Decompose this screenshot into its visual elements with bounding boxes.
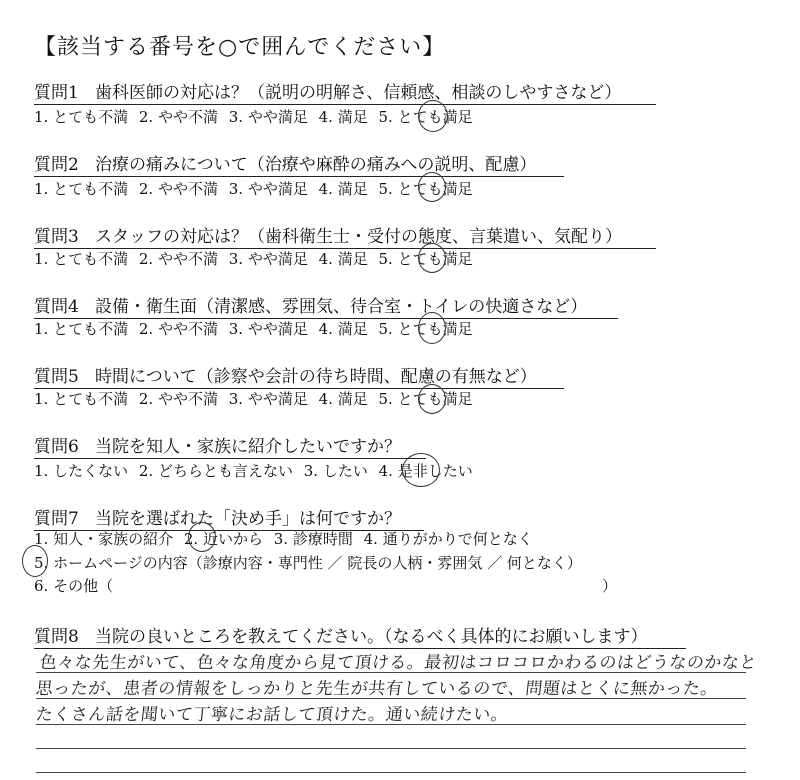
option-5-row[interactable]: 5. ホームページの内容（診療内容・専門性 ／ 院長の人柄・雰囲気 ／ 何となく） xyxy=(34,554,582,572)
ruled-line xyxy=(36,772,746,773)
question-text: 治療の痛みについて（治療や麻酔の痛みへの説明、配慮） xyxy=(95,155,537,175)
question-3 xyxy=(34,222,656,249)
option-5[interactable]: 5. とても満足 xyxy=(378,320,473,338)
option-4[interactable]: 4. 満足 xyxy=(318,320,368,338)
answer-circle xyxy=(22,545,48,577)
answer-circle xyxy=(418,384,446,414)
option-2[interactable]: 2. どちらとも言えない xyxy=(138,462,293,480)
option-6-row[interactable]: 6. その他（ xyxy=(34,577,114,595)
answer-circle xyxy=(418,172,446,202)
question-label: 質問8 xyxy=(34,627,79,647)
option-3[interactable]: 3. やや満足 xyxy=(228,108,308,126)
question-text: スタッフの対応は？（歯科衛生士・受付の態度、言葉遣い、気配り） xyxy=(95,227,623,247)
option-4[interactable]: 4. 通りがかりで何となく xyxy=(363,530,533,548)
ruled-line xyxy=(36,748,746,749)
option-3[interactable]: 3. したい xyxy=(303,462,368,480)
options-q2 xyxy=(34,178,479,199)
question-label: 質問6 xyxy=(34,437,79,457)
question-label: 質問1 xyxy=(34,83,79,103)
question-label: 質問4 xyxy=(34,297,79,317)
answer-circle xyxy=(418,243,446,273)
option-2[interactable]: 2. やや不満 xyxy=(138,250,218,268)
options-q7-row1 xyxy=(34,528,539,549)
option-4[interactable]: 4. 満足 xyxy=(318,390,368,408)
option-2[interactable]: 2. やや不満 xyxy=(138,180,218,198)
question-text: 当院を知人・家族に紹介したいですか？ xyxy=(95,437,402,457)
option-5[interactable]: 5. とても満足 xyxy=(378,390,473,408)
option-3[interactable]: 3. やや満足 xyxy=(228,180,308,198)
option-1[interactable]: 1. とても不満 xyxy=(34,250,129,268)
answer-circle xyxy=(418,100,448,132)
answer-circle xyxy=(402,453,440,487)
option-2[interactable]: 2. やや不満 xyxy=(138,108,218,126)
question-2 xyxy=(34,150,564,177)
option-4[interactable]: 4. 是非したい xyxy=(378,462,473,480)
option-1[interactable]: 1. とても不満 xyxy=(34,320,129,338)
option-3[interactable]: 3. やや満足 xyxy=(228,250,308,268)
question-text: 当院の良いところを教えてください。（なるべく具体的にお願いします） xyxy=(95,627,648,647)
question-label: 質問3 xyxy=(34,227,79,247)
option-1[interactable]: 1. とても不満 xyxy=(34,180,129,198)
option-2[interactable]: 2. やや不満 xyxy=(138,390,218,408)
option-5[interactable]: 5. とても満足 xyxy=(378,250,473,268)
option-4[interactable]: 4. 満足 xyxy=(318,180,368,198)
question-text: 歯科医師の対応は？（説明の明解さ、信頼感、相談のしやすさなど） xyxy=(95,83,622,103)
options-q4 xyxy=(34,318,479,339)
options-q1 xyxy=(34,106,479,127)
option-1[interactable]: 1. とても不満 xyxy=(34,108,129,126)
question-7 xyxy=(34,504,424,531)
options-q5 xyxy=(34,388,479,409)
option-6-close: ） xyxy=(602,577,618,595)
question-1 xyxy=(34,78,656,105)
question-8 xyxy=(34,622,686,649)
handwritten-answer-line-3: たくさん話を聞いて丁寧にお話して頂けた。通い続けたい。 xyxy=(34,705,510,725)
option-4[interactable]: 4. 満足 xyxy=(318,250,368,268)
option-1[interactable]: 1. とても不満 xyxy=(34,390,129,408)
question-4 xyxy=(34,292,618,319)
option-1[interactable]: 1. したくない xyxy=(34,462,129,480)
option-2[interactable]: 2. 近いから xyxy=(183,530,263,548)
question-label: 質問2 xyxy=(34,155,79,175)
question-label: 質問5 xyxy=(34,367,79,387)
question-5 xyxy=(34,362,564,389)
option-3[interactable]: 3. 診療時間 xyxy=(273,530,353,548)
handwritten-answer-line-2: 思ったが、患者の情報をしっかりと先生が共有しているので、問題はとくに無かった。 xyxy=(34,679,719,699)
question-text: 時間について（診察や会計の待ち時間、配慮の有無など） xyxy=(95,367,537,387)
answer-circle xyxy=(418,312,446,344)
option-3[interactable]: 3. やや満足 xyxy=(228,320,308,338)
option-5[interactable]: 5. とても満足 xyxy=(378,108,473,126)
question-6 xyxy=(34,432,426,459)
handwritten-answer-line-1: 色々な先生がいて、色々な角度から見て頂ける。最初はコロコロかわるのはどうなのかなと xyxy=(38,653,758,673)
page-title: 【該当する番号を○で囲んでください】 xyxy=(34,35,446,60)
question-label: 質問7 xyxy=(34,509,79,529)
option-3[interactable]: 3. やや満足 xyxy=(228,390,308,408)
option-4[interactable]: 4. 満足 xyxy=(318,108,368,126)
option-1[interactable]: 1. 知人・家族の紹介 xyxy=(34,530,174,548)
answer-circle xyxy=(188,522,216,552)
question-text: 設備・衛生面（清潔感、雰囲気、待合室・トイレの快適さなど） xyxy=(95,297,588,317)
option-2[interactable]: 2. やや不満 xyxy=(138,320,218,338)
options-q3 xyxy=(34,248,479,269)
option-5[interactable]: 5. とても満足 xyxy=(378,180,473,198)
question-text: 当院を選ばれた「決め手」は何ですか？ xyxy=(95,509,402,529)
